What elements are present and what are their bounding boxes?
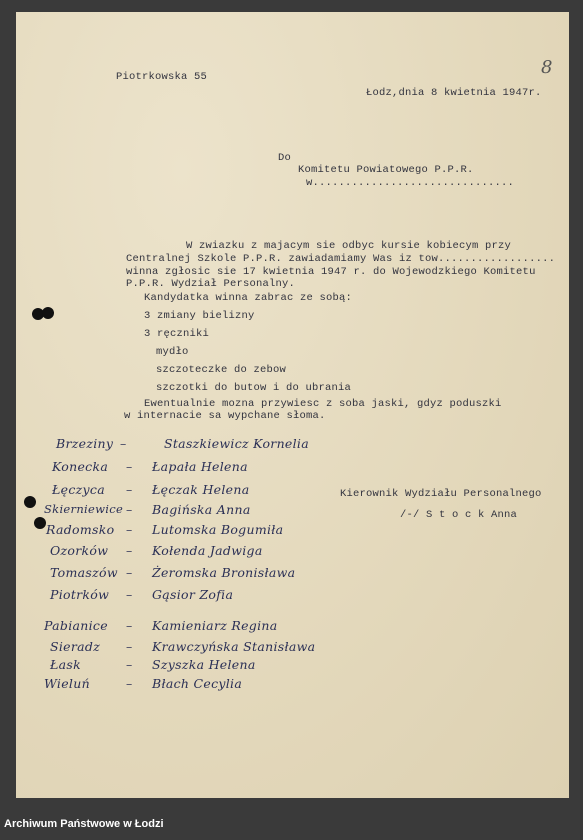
hw-place: Tomaszów bbox=[50, 565, 118, 580]
hw-name: Krawczyńska Stanisława bbox=[152, 639, 316, 654]
hw-place: Pabianice bbox=[44, 618, 108, 633]
note-line-1: Ewentualnie mozna przywiesc z soba jaski, gdyz poduszki bbox=[144, 398, 502, 410]
hw-name: Łapała Helena bbox=[152, 459, 248, 474]
hw-name: Gąsior Zofia bbox=[152, 587, 234, 602]
hw-name: Łęczak Helena bbox=[152, 482, 250, 497]
hw-place: Łęczyca bbox=[52, 482, 105, 497]
hw-place: Ozorków bbox=[50, 543, 109, 558]
hw-place: Wieluń bbox=[44, 676, 90, 691]
hw-place: Brzeziny bbox=[56, 436, 114, 451]
punch-hole bbox=[34, 517, 46, 529]
recipient-location: w............................... bbox=[306, 177, 515, 189]
hw-name: Staszkiewicz Kornelia bbox=[164, 436, 309, 451]
item-5: szczotki do butow i do ubrania bbox=[156, 382, 352, 394]
hw-place: Skierniewice bbox=[44, 502, 124, 516]
hw-name: Żeromska Bronisława bbox=[152, 565, 296, 580]
items-intro: Kandydatka winna zabrac ze sobą: bbox=[144, 292, 353, 304]
body-line-4: P.P.R. Wydział Personalny. bbox=[126, 278, 296, 290]
hw-name: Kamieniarz Regina bbox=[152, 618, 278, 633]
punch-hole bbox=[42, 307, 54, 319]
hw-place: Radomsko bbox=[46, 522, 115, 537]
body-line-3: winna zgłosic sie 17 kwietnia 1947 r. do Wojewodzkiego Komitetu bbox=[126, 266, 536, 278]
page-number: 8 bbox=[541, 57, 553, 78]
hw-place: Sieradz bbox=[50, 639, 101, 654]
signature-name: /-/ S t o c k Anna bbox=[400, 509, 518, 521]
punch-hole bbox=[24, 496, 36, 508]
archive-name: Archiwum Państwowe w Łodzi bbox=[4, 818, 164, 830]
document-page: Piotrkowska 55 Łodz,dnia 8 kwietnia 1947r. 8 Do Komitetu Powiatowego P.P.R. w............................... W zwiazku z majacym sie odbyc kursie kobiecym przy Centralnej Szkole P.P.R. zawiadamiamy Was iz tow.................. winna zgłosic sie 17 kwietnia 1947 r. do Wojewodzkiego Komitetu P.P.R. Wydział Personalny. Kandydatka winna zabrac ze sobą: 3 zmiany bielizny 3 ręczniki mydło szczoteczke do zebow szczotki do butow i do ubrania Ewentualnie mozna przywiesc z soba jaski, gdyz poduszki w internacie sa wypchane słoma. Kierownik Wydziału Personalnego /-/ S t o c k Anna Brzeziny – Staszkiewicz Kornelia Konecka – Łapała Helena Łęczyca – Łęczak Helena Skierniewice – Bagińska Anna Radomsko – Lutomska Bogumiła Ozorków – Kołenda Jadwiga Tomaszów – Żeromska Bronisława Piotrków – Gąsior Zofia Pabianice – Kamieniarz Regina Sieradz – Krawczyńska Stanisława Łask – Szyszka Helena Wieluń – Błach Cecylia bbox=[16, 12, 569, 798]
hw-name: Lutomska Bogumiła bbox=[152, 522, 284, 537]
hw-place: Piotrków bbox=[50, 587, 110, 602]
note-line-2: w internacie sa wypchane słoma. bbox=[124, 410, 326, 422]
letter-date: Łodz,dnia 8 kwietnia 1947r. bbox=[366, 87, 542, 99]
hw-name: Błach Cecylia bbox=[152, 676, 243, 691]
hw-place: Konecka bbox=[52, 459, 109, 474]
item-3: mydło bbox=[156, 346, 189, 358]
hw-place: Łask bbox=[50, 657, 82, 672]
body-line-2: Centralnej Szkole P.P.R. zawiadamiamy Was iz tow.................. bbox=[126, 253, 556, 265]
sender-address: Piotrkowska 55 bbox=[116, 71, 208, 83]
item-4: szczoteczke do zebow bbox=[156, 364, 287, 376]
hw-name: Kołenda Jadwiga bbox=[152, 543, 263, 558]
hw-name: Bagińska Anna bbox=[152, 502, 251, 517]
item-2: 3 ręczniki bbox=[144, 328, 210, 340]
archive-footer bbox=[0, 810, 583, 840]
item-1: 3 zmiany bielizny bbox=[144, 310, 255, 322]
signature-title: Kierownik Wydziału Personalnego bbox=[340, 488, 542, 500]
recipient-committee: Komitetu Powiatowego P.P.R. bbox=[298, 164, 474, 176]
hw-name: Szyszka Helena bbox=[152, 657, 256, 672]
body-line-1: W zwiazku z majacym sie odbyc kursie kobiecym przy bbox=[186, 240, 512, 252]
recipient-to: Do bbox=[278, 152, 292, 164]
